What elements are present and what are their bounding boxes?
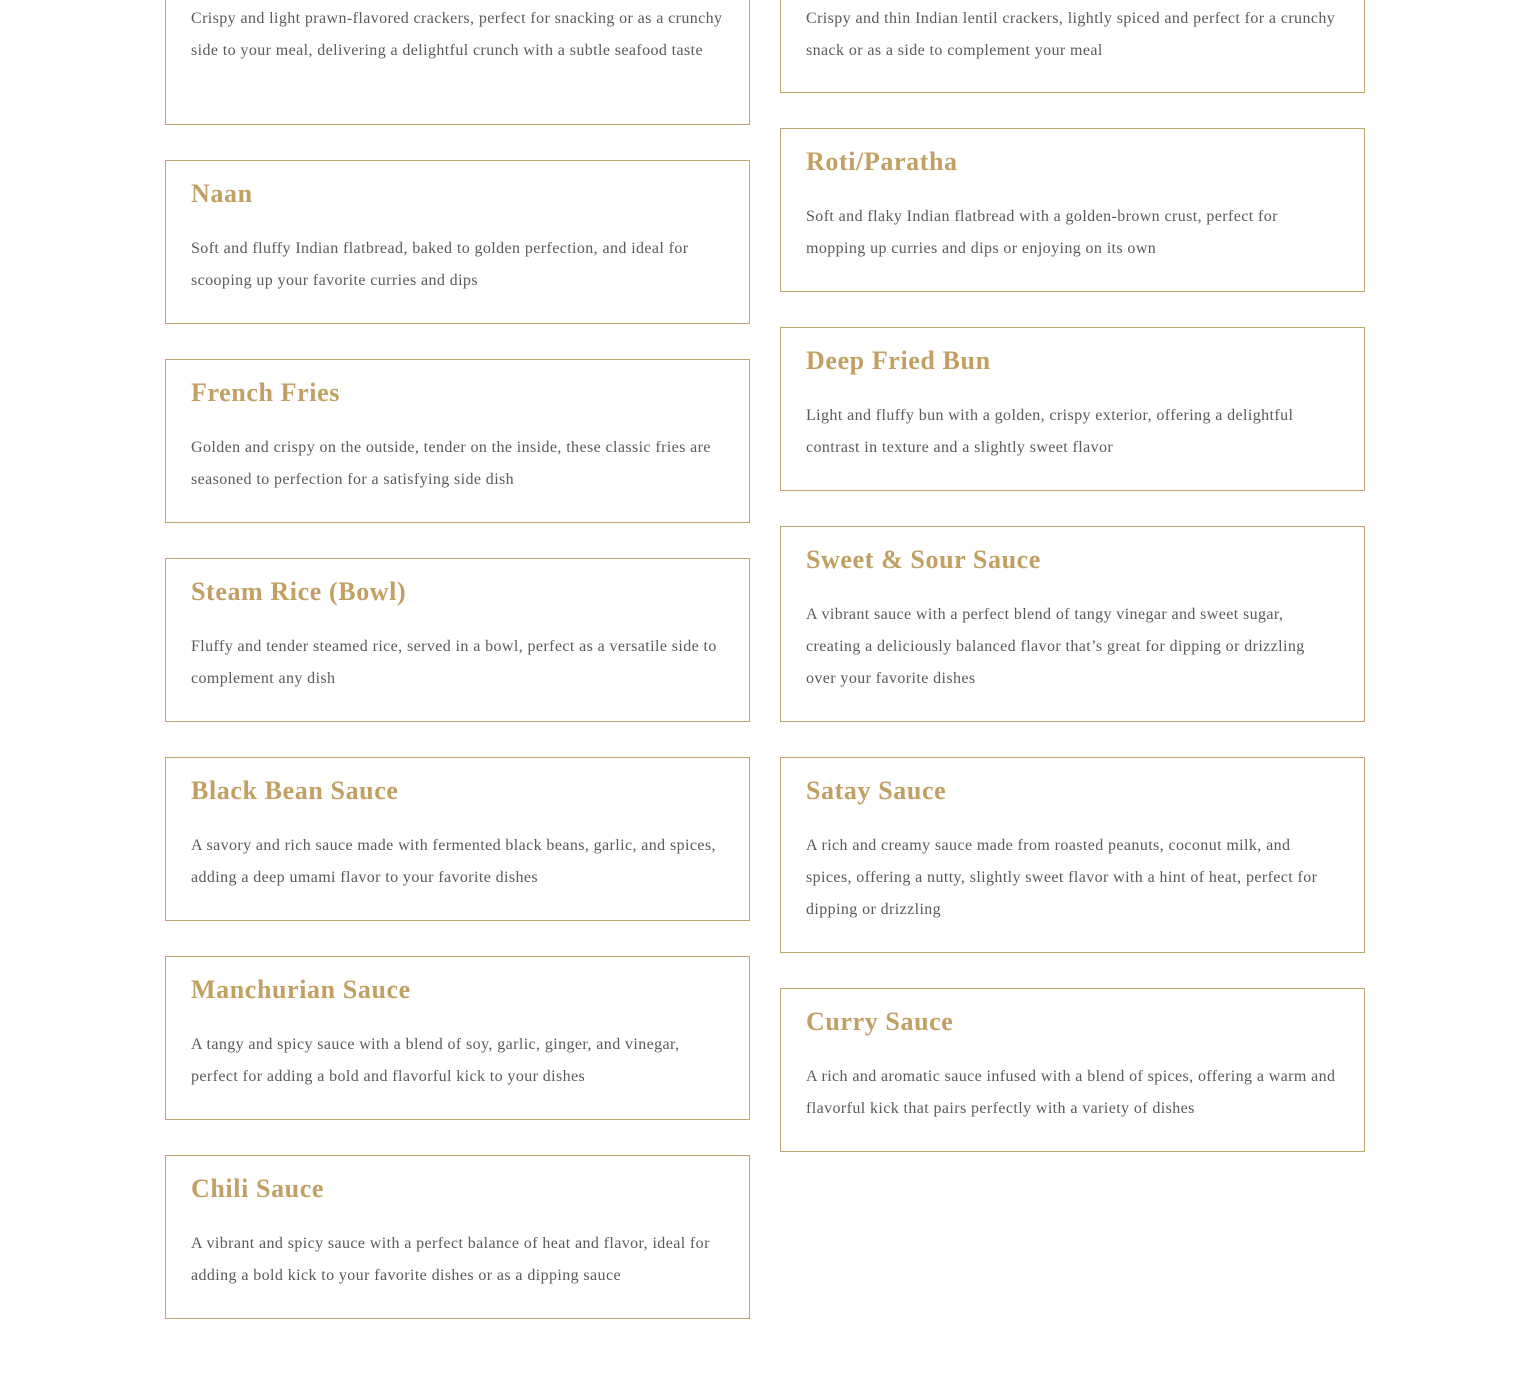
menu-card-description: Crispy and thin Indian lentil crackers, lightly spiced and perfect for a crunchy snack or as a side to complement your meal — [806, 10, 1336, 59]
menu-card-sweet-sour-sauce — [780, 526, 1365, 722]
menu-card-description: Golden and crispy on the outside, tender on the inside, these classic fries are seasoned to perfection for a satisfying side dish — [191, 439, 711, 488]
menu-card-deep-fried-bun — [780, 327, 1365, 491]
menu-card-roti-paratha — [780, 128, 1365, 292]
menu-card-naan — [165, 160, 750, 324]
menu-card-papadum — [780, 0, 1365, 93]
menu-card-title: Chili Sauce — [191, 1174, 325, 1203]
menu-card-description: A savory and rich sauce made with fermented black beans, garlic, and spices, adding a deep umami flavor to your favorite dishes — [191, 837, 716, 886]
menu-card-description: Crispy and light prawn-flavored crackers, perfect for snacking or as a crunchy side to your meal, delivering a delightful crunch with a subtle seafood taste — [191, 10, 723, 59]
menu-card-satay-sauce — [780, 757, 1365, 953]
menu-card-description: A rich and creamy sauce made from roasted peanuts, coconut milk, and spices, offering a nutty, slightly sweet flavor with a hint of heat, perfect for dipping or drizzling — [806, 837, 1318, 918]
menu-card-title: Steam Rice (Bowl) — [191, 577, 407, 606]
menu-card-title: French Fries — [191, 378, 340, 407]
menu-card-prawn-crackers — [165, 0, 750, 125]
menu-card-french-fries — [165, 359, 750, 523]
menu-card-description: A vibrant sauce with a perfect blend of tangy vinegar and sweet sugar, creating a deliciously balanced flavor that’s great for dipping or drizzling over your favorite dishes — [806, 606, 1305, 687]
menu-card-title: Naan — [191, 179, 253, 208]
menu-card-description: A rich and aromatic sauce infused with a blend of spices, offering a warm and flavorful kick that pairs perfectly with a variety of dishes — [806, 1068, 1336, 1117]
menu-card-chili-sauce — [165, 1155, 750, 1319]
menu-card-title: Curry Sauce — [806, 1007, 954, 1036]
menu-card-manchurian-sauce — [165, 956, 750, 1120]
menu-card-black-bean-sauce — [165, 757, 750, 921]
menu-card-title: Deep Fried Bun — [806, 346, 991, 375]
menu-card-description: Soft and fluffy Indian flatbread, baked to golden perfection, and ideal for scooping up your favorite curries and dips — [191, 240, 689, 289]
menu-card-steam-rice — [165, 558, 750, 722]
menu-card-curry-sauce — [780, 988, 1365, 1152]
menu-card-title: Manchurian Sauce — [191, 975, 411, 1004]
menu-card-title: Roti/Paratha — [806, 147, 958, 176]
menu-card-title: Satay Sauce — [806, 776, 947, 805]
menu-card-description: Soft and flaky Indian flatbread with a golden-brown crust, perfect for mopping up curries and dips or enjoying on its own — [806, 208, 1278, 257]
menu-card-title: Black Bean Sauce — [191, 776, 399, 805]
menu-card-description: Fluffy and tender steamed rice, served in a bowl, perfect as a versatile side to complement any dish — [191, 638, 717, 687]
menu-card-description: Light and fluffy bun with a golden, crispy exterior, offering a delightful contrast in texture and a slightly sweet flavor — [806, 407, 1294, 456]
menu-card-description: A tangy and spicy sauce with a blend of soy, garlic, ginger, and vinegar, perfect for adding a bold and flavorful kick to your dishes — [191, 1036, 680, 1085]
menu-card-title: Sweet & Sour Sauce — [806, 545, 1041, 574]
menu-card-description: A vibrant and spicy sauce with a perfect balance of heat and flavor, ideal for adding a bold kick to your favorite dishes or as a dipping sauce — [191, 1235, 710, 1284]
